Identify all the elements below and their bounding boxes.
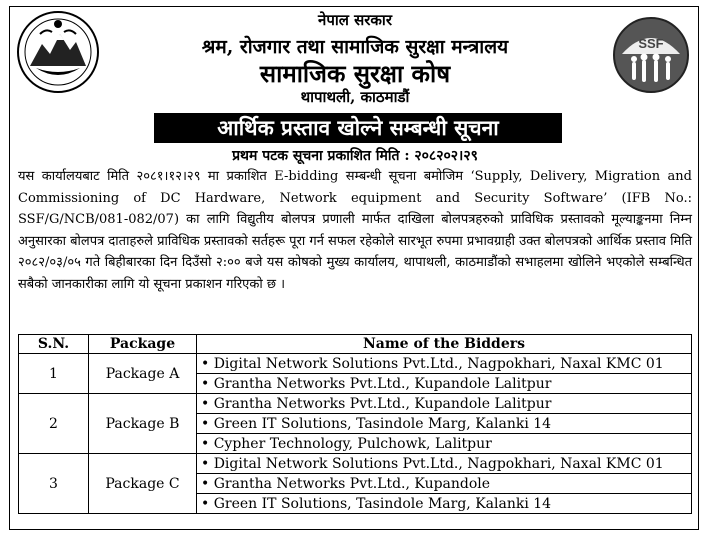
bidders-table: [18, 334, 692, 514]
table-header-row: [19, 335, 692, 354]
bidder-cell: • Grantha Networks Pvt.Ltd., Kupandole: [197, 474, 692, 494]
header-bidders: Name of the Bidders: [197, 335, 692, 354]
ministry-name: श्रम, रोजगार तथा सामाजिक सुरक्षा मन्त्रालय: [201, 36, 509, 58]
bidder-cell: • Green IT Solutions, Tasindole Marg, Kalanki 14: [197, 414, 692, 434]
table-row: [19, 394, 692, 414]
bidder-cell: • Cypher Technology, Pulchowk, Lalitpur: [197, 434, 692, 454]
sn-cell: 2: [19, 394, 89, 454]
notice-title: आर्थिक प्रस्ताव खोल्ने सम्बन्धी सूचना: [154, 113, 562, 143]
organization-name: सामाजिक सुरक्षा कोष: [259, 59, 451, 88]
government-name: नेपाल सरकार: [318, 11, 392, 29]
package-cell: Package A: [89, 354, 197, 394]
header-package: Package: [89, 335, 197, 354]
bidder-cell: • Digital Network Solutions Pvt.Ltd., Nagpokhari, Naxal KMC 01: [197, 354, 692, 374]
package-cell: Package C: [89, 454, 197, 514]
package-cell: Package B: [89, 394, 197, 454]
table-row: [19, 354, 692, 374]
sn-cell: 3: [19, 454, 89, 514]
table-row: [19, 454, 692, 474]
organization-address: थापाथली, काठमाडौं: [300, 88, 410, 106]
bidder-cell: • Green IT Solutions, Tasindole Marg, Kalanki 14: [197, 494, 692, 514]
sn-cell: 1: [19, 354, 89, 394]
header-sn: S.N.: [19, 335, 89, 354]
notice-body: यस कार्यालयबाट मिति २०८१।१२।२९ मा प्रकाशित E-bidding सम्बन्धी सूचना बमोजिम ‘Supply, Delivery, Migration and Commissioning of DC Hardware, Network equipment and Security Software’ (IFB No.: SSF/G/NCB/081-082/07) का लागि विद्युतीय बोलपत्र प्रणाली मार्फत दाखिला बोलपत्रहरुको प्राविधिक प्रस्तावको मूल्याङ्कनमा निम्न अनुसारका बोलपत्र दाताहरुले प्राविधिक प्रस्तावको सर्तहरू पूरा गर्न सफल रहेकोले सारभूत रुपमा प्रभावग्राही उक्त बोलपत्रको आर्थिक प्रस्ताव मिति २०८२/०३/०५ गते बिहीबारका दिन दिउँसो २:०० बजे यस कोषको मुख्य कार्यालय, थापाथली, काठमाडौंको सभाहलमा खोलिने भएकोले सम्बन्धित सबैको जानकारीका लागि यो सूचना प्रकाशन गरिएको छ ।: [18, 169, 693, 292]
bidder-cell: • Grantha Networks Pvt.Ltd., Kupandole Lalitpur: [197, 394, 692, 414]
ssf-logo-text: SSF: [638, 36, 664, 51]
bidder-cell: • Grantha Networks Pvt.Ltd., Kupandole Lalitpur: [197, 374, 692, 394]
bidder-cell: • Digital Network Solutions Pvt.Ltd., Nagpokhari, Naxal KMC 01: [197, 454, 692, 474]
publication-date: प्रथम पटक सूचना प्रकाशित मिति : २०८२०२।२९: [232, 148, 478, 164]
